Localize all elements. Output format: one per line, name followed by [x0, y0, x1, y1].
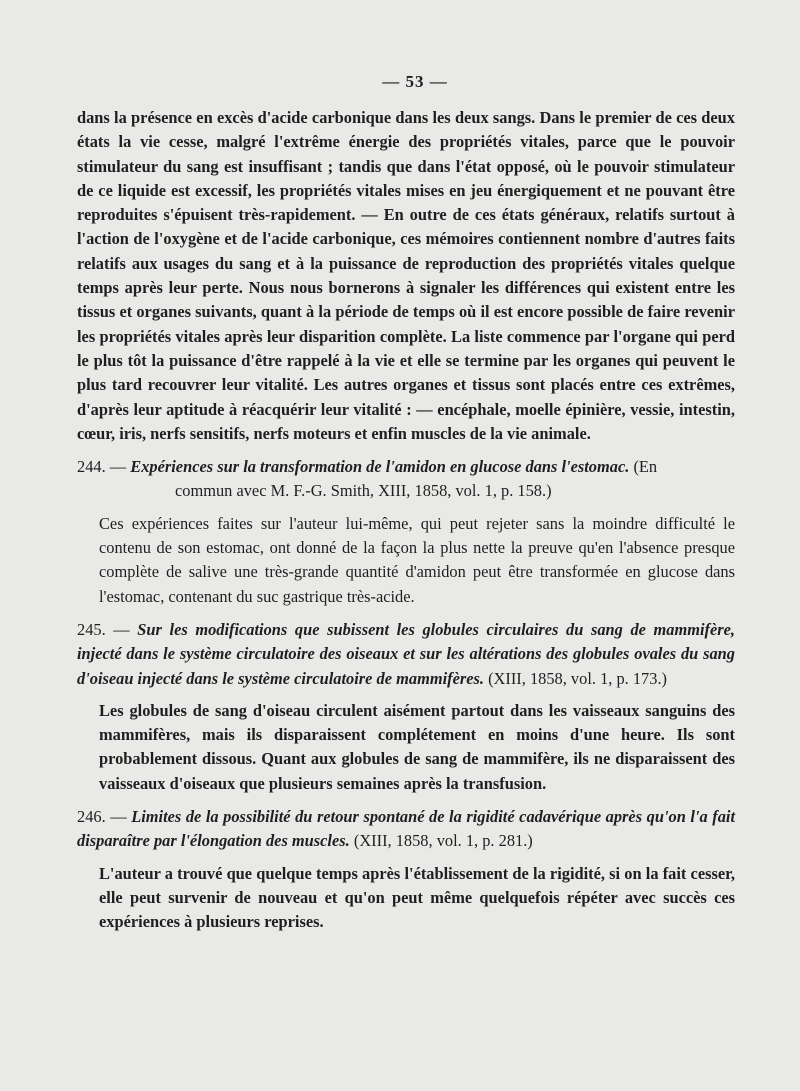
- entry-heading: [77, 805, 735, 854]
- entry-reference: (En: [633, 457, 658, 477]
- entry-title: Limites de la possibilité du retour spontané de la rigidité cadavérique après qu'on l'a fait disparaître par l'élongation des muscles.: [77, 807, 735, 851]
- entry-heading: [77, 455, 735, 504]
- entry-summary: Ces expériences faites sur l'auteur lui-même, qui peut rejeter sans la moindre difficulté le contenu de son estomac, ont donné de la façon la plus nette la preuve qu'en l'absence presque complète de salive une très-grande quantité d'amidon peut être transformée en glucose dans l'estomac, contenant du suc gastrique très-acide.: [99, 513, 735, 606]
- entry-summary: Les globules de sang d'oiseau circulent aisément partout dans les vaisseaux sanguins des mammifères, mais ils disparaissent complétement en moins d'une heure. Ils sont probablement dissous. Quant aux globules de sang de mammifère, ils ne disparaissent des vaisseaux d'oiseaux que plusieurs semaines après la transfusion.: [99, 700, 735, 793]
- entry-245: [77, 618, 735, 796]
- entry-title: Sur les modifications que subissent les globules circulaires du sang de mammifère, injecté dans le système circulatoire des oiseaux et sur les altérations des globules ovales du sang d'oiseau injecté dans le système circulatoire de mammifères.: [77, 619, 735, 688]
- entry-reference: (XIII, 1858, vol. 1, p. 173.): [488, 668, 667, 688]
- entry-heading: [77, 618, 735, 691]
- entry-summary: L'auteur a trouvé que quelque temps après l'établissement de la rigidité, si on la fait cesser, elle peut survenir de nouveau et qu'on peut même quelquefois répéter avec succès ces expériences à plusieurs reprises.: [99, 863, 735, 932]
- entry-number: 245. —: [77, 619, 130, 639]
- entry-number: 246. —: [77, 807, 127, 827]
- page-number: — 53 —: [382, 72, 448, 91]
- entry-reference-continued: commun avec M. F.-G. Smith, XIII, 1858, vol. 1, p. 158.): [175, 481, 552, 501]
- entry-reference: (XIII, 1858, vol. 1, p. 281.): [353, 831, 533, 851]
- entry-title: Expériences sur la transformation de l'amidon en glucose dans l'estomac.: [130, 457, 630, 477]
- intro-paragraph: dans la présence en excès d'acide carbonique dans les deux sangs. Dans le premier de ces deux états la vie cesse, malgré l'extrême énergie des propriétés vitales, parce que le pouvoir stimulateur du sang est insuffisant ; tandis que dans l'état opposé, où le pouvoir stimulateur de ce liquide est excessif, les propriétés vitales mises en jeu énergiquement et ne pouvant être reproduites s'épuisent très-rapidement. — En outre de ces états généraux, relatifs surtout à l'action de l'oxygène et de l'acide carbonique, ces mémoires contiennent nombre d'autres faits relatifs aux usages du sang et à la puissance de reproduction des propriétés vitales quelque temps après leur perte. Nous nous bornerons à signaler les différences qui existent entre les tissus et organes suivants, quant à la période de temps où il est encore possible de faire revenir les propriétés vitales après leur disparition complète. La liste commence par l'organe qui perd le plus tôt la puissance d'être rappelé à la vie et elle se termine par les organes qui peuvent le plus tard recouvrer leur vitalité. Les autres organes et tissus sont placés entre ces extrêmes, d'après leur aptitude à réacquérir leur vitalité : — encéphale, moelle épinière, vessie, intestin, cœur, iris, nerfs sensitifs, nerfs moteurs et enfin muscles de la vie animale.: [77, 108, 735, 443]
- entry-number: 244. —: [77, 457, 127, 477]
- entry-246: [77, 805, 735, 934]
- entry-244: [77, 455, 735, 609]
